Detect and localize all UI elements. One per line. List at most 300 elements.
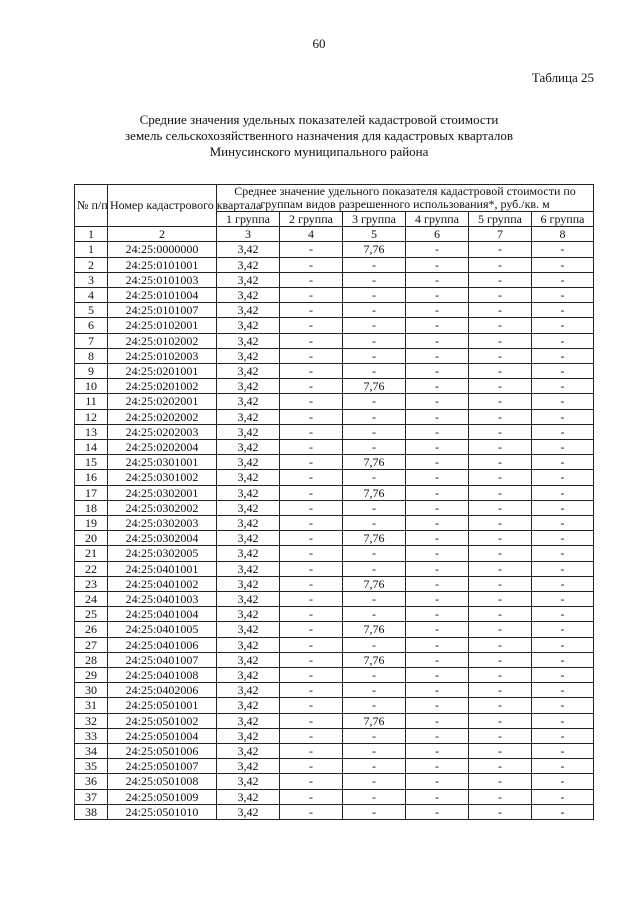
row-num: 10 [75, 379, 108, 394]
group3-value: - [343, 804, 406, 819]
row-num: 36 [75, 774, 108, 789]
row-num: 23 [75, 576, 108, 591]
table-row [75, 683, 594, 698]
group4-value: - [406, 652, 469, 667]
row-num: 3 [75, 272, 108, 287]
table-row [75, 546, 594, 561]
group4-value: - [406, 668, 469, 683]
table-row [75, 440, 594, 455]
row-num: 28 [75, 652, 108, 667]
group3-value: 7,76 [343, 455, 406, 470]
group2-value: - [280, 379, 343, 394]
group5-value: - [469, 652, 532, 667]
quarter-number: 24:25:0401003 [108, 592, 217, 607]
group5-value: - [469, 607, 532, 622]
table-row [75, 804, 594, 819]
column-number: 6 [406, 227, 469, 242]
group5-value: - [469, 257, 532, 272]
group2-value: - [280, 652, 343, 667]
quarter-number: 24:25:0501007 [108, 759, 217, 774]
group2-value: - [280, 470, 343, 485]
group4-value: - [406, 272, 469, 287]
quarter-number: 24:25:0501010 [108, 804, 217, 819]
group3-value: - [343, 759, 406, 774]
table-row [75, 759, 594, 774]
table-row [75, 470, 594, 485]
group1-value: 3,42 [217, 272, 280, 287]
table-row [75, 303, 594, 318]
group3-value: - [343, 364, 406, 379]
column-number: 2 [108, 227, 217, 242]
group2-value: - [280, 607, 343, 622]
group4-value: - [406, 728, 469, 743]
group5-value: - [469, 804, 532, 819]
group1-value: 3,42 [217, 713, 280, 728]
cadastral-value-table [74, 184, 594, 820]
table-row [75, 652, 594, 667]
group4-value: - [406, 394, 469, 409]
group2-value: - [280, 318, 343, 333]
group2-value: - [280, 257, 343, 272]
group6-value: - [532, 744, 594, 759]
header-group: 4 группа [406, 212, 469, 227]
group1-value: 3,42 [217, 637, 280, 652]
table-row [75, 424, 594, 439]
table-row [75, 607, 594, 622]
group5-value: - [469, 485, 532, 500]
group1-value: 3,42 [217, 622, 280, 637]
group5-value: - [469, 759, 532, 774]
quarter-number: 24:25:0401005 [108, 622, 217, 637]
group2-value: - [280, 637, 343, 652]
row-num: 20 [75, 531, 108, 546]
group1-value: 3,42 [217, 500, 280, 515]
quarter-number: 24:25:0101007 [108, 303, 217, 318]
group3-value: - [343, 698, 406, 713]
group5-value: - [469, 622, 532, 637]
group4-value: - [406, 759, 469, 774]
group5-value: - [469, 440, 532, 455]
header-group: 3 группа [343, 212, 406, 227]
group3-value: - [343, 500, 406, 515]
column-number: 3 [217, 227, 280, 242]
group6-value: - [532, 531, 594, 546]
row-num: 18 [75, 500, 108, 515]
quarter-number: 24:25:0102003 [108, 348, 217, 363]
quarter-number: 24:25:0501004 [108, 728, 217, 743]
table-row [75, 348, 594, 363]
group2-value: - [280, 303, 343, 318]
group6-value: - [532, 440, 594, 455]
table-heading [0, 112, 638, 160]
group1-value: 3,42 [217, 561, 280, 576]
row-num: 9 [75, 364, 108, 379]
header-num: № п/п [75, 185, 108, 227]
group2-value: - [280, 500, 343, 515]
group3-value: - [343, 516, 406, 531]
row-num: 16 [75, 470, 108, 485]
quarter-number: 24:25:0302005 [108, 546, 217, 561]
group6-value: - [532, 394, 594, 409]
row-num: 31 [75, 698, 108, 713]
group2-value: - [280, 683, 343, 698]
group6-value: - [532, 668, 594, 683]
row-num: 17 [75, 485, 108, 500]
quarter-number: 24:25:0101003 [108, 272, 217, 287]
group6-value: - [532, 759, 594, 774]
group4-value: - [406, 470, 469, 485]
group4-value: - [406, 257, 469, 272]
group1-value: 3,42 [217, 683, 280, 698]
group1-value: 3,42 [217, 789, 280, 804]
group6-value: - [532, 546, 594, 561]
group4-value: - [406, 364, 469, 379]
group1-value: 3,42 [217, 652, 280, 667]
row-num: 32 [75, 713, 108, 728]
heading-line: Минусинского муниципального района [209, 144, 429, 159]
group2-value: - [280, 789, 343, 804]
group1-value: 3,42 [217, 668, 280, 683]
group5-value: - [469, 744, 532, 759]
quarter-number: 24:25:0201002 [108, 379, 217, 394]
table-row [75, 333, 594, 348]
quarter-number: 24:25:0402006 [108, 683, 217, 698]
group3-value: - [343, 637, 406, 652]
row-num: 29 [75, 668, 108, 683]
group1-value: 3,42 [217, 409, 280, 424]
group4-value: - [406, 318, 469, 333]
group6-value: - [532, 272, 594, 287]
group5-value: - [469, 728, 532, 743]
row-num: 26 [75, 622, 108, 637]
group5-value: - [469, 698, 532, 713]
group3-value: - [343, 744, 406, 759]
group3-value: - [343, 257, 406, 272]
group2-value: - [280, 744, 343, 759]
group6-value: - [532, 576, 594, 591]
group4-value: - [406, 561, 469, 576]
group1-value: 3,42 [217, 576, 280, 591]
group6-value: - [532, 303, 594, 318]
group2-value: - [280, 592, 343, 607]
group3-value: - [343, 318, 406, 333]
table-row [75, 394, 594, 409]
table-row [75, 379, 594, 394]
group6-value: - [532, 592, 594, 607]
row-num: 11 [75, 394, 108, 409]
group5-value: - [469, 348, 532, 363]
row-num: 1 [75, 242, 108, 257]
group6-value: - [532, 516, 594, 531]
group1-value: 3,42 [217, 364, 280, 379]
group1-value: 3,42 [217, 257, 280, 272]
row-num: 33 [75, 728, 108, 743]
quarter-number: 24:25:0202003 [108, 424, 217, 439]
row-num: 21 [75, 546, 108, 561]
table-body [75, 242, 594, 820]
group6-value: - [532, 804, 594, 819]
quarter-number: 24:25:0501008 [108, 774, 217, 789]
group6-value: - [532, 379, 594, 394]
group4-value: - [406, 622, 469, 637]
group4-value: - [406, 303, 469, 318]
group6-value: - [532, 774, 594, 789]
group1-value: 3,42 [217, 348, 280, 363]
quarter-number: 24:25:0302003 [108, 516, 217, 531]
group2-value: - [280, 622, 343, 637]
row-num: 6 [75, 318, 108, 333]
row-num: 8 [75, 348, 108, 363]
table-row [75, 318, 594, 333]
group3-value: - [343, 668, 406, 683]
group3-value: - [343, 409, 406, 424]
quarter-number: 24:25:0202004 [108, 440, 217, 455]
group6-value: - [532, 424, 594, 439]
quarter-number: 24:25:0000000 [108, 242, 217, 257]
header-quarter: Номер кадастрового квартала [108, 185, 217, 227]
group4-value: - [406, 440, 469, 455]
quarter-number: 24:25:0501006 [108, 744, 217, 759]
group6-value: - [532, 470, 594, 485]
group1-value: 3,42 [217, 728, 280, 743]
group4-value: - [406, 804, 469, 819]
group6-value: - [532, 257, 594, 272]
table-row [75, 561, 594, 576]
table-row [75, 242, 594, 257]
group4-value: - [406, 242, 469, 257]
group5-value: - [469, 409, 532, 424]
group6-value: - [532, 728, 594, 743]
group2-value: - [280, 364, 343, 379]
header-group: 2 группа [280, 212, 343, 227]
group6-value: - [532, 348, 594, 363]
group2-value: - [280, 774, 343, 789]
group1-value: 3,42 [217, 531, 280, 546]
group2-value: - [280, 348, 343, 363]
group4-value: - [406, 774, 469, 789]
table-row [75, 364, 594, 379]
group1-value: 3,42 [217, 546, 280, 561]
group1-value: 3,42 [217, 759, 280, 774]
row-num: 25 [75, 607, 108, 622]
group1-value: 3,42 [217, 744, 280, 759]
group5-value: - [469, 364, 532, 379]
row-num: 7 [75, 333, 108, 348]
group4-value: - [406, 531, 469, 546]
heading-line: земель сельскохозяйственного назначения для кадастровых кварталов [125, 128, 513, 143]
group2-value: - [280, 394, 343, 409]
group4-value: - [406, 348, 469, 363]
column-number: 5 [343, 227, 406, 242]
group6-value: - [532, 318, 594, 333]
group6-value: - [532, 455, 594, 470]
group4-value: - [406, 576, 469, 591]
group2-value: - [280, 546, 343, 561]
group6-value: - [532, 333, 594, 348]
group4-value: - [406, 409, 469, 424]
group1-value: 3,42 [217, 607, 280, 622]
group2-value: - [280, 287, 343, 302]
table-row [75, 500, 594, 515]
group2-value: - [280, 713, 343, 728]
group3-value: 7,76 [343, 379, 406, 394]
group6-value: - [532, 698, 594, 713]
group4-value: - [406, 789, 469, 804]
quarter-number: 24:25:0401002 [108, 576, 217, 591]
group4-value: - [406, 485, 469, 500]
group6-value: - [532, 409, 594, 424]
table-row [75, 257, 594, 272]
group3-value: - [343, 607, 406, 622]
group3-value: - [343, 683, 406, 698]
quarter-number: 24:25:0401007 [108, 652, 217, 667]
group3-value: - [343, 333, 406, 348]
group6-value: - [532, 637, 594, 652]
group4-value: - [406, 592, 469, 607]
table-row [75, 531, 594, 546]
row-num: 30 [75, 683, 108, 698]
group5-value: - [469, 394, 532, 409]
group3-value: - [343, 394, 406, 409]
group4-value: - [406, 500, 469, 515]
quarter-number: 24:25:0401001 [108, 561, 217, 576]
table-row [75, 668, 594, 683]
group1-value: 3,42 [217, 440, 280, 455]
group1-value: 3,42 [217, 804, 280, 819]
group6-value: - [532, 713, 594, 728]
group2-value: - [280, 561, 343, 576]
table-row [75, 272, 594, 287]
row-num: 4 [75, 287, 108, 302]
quarter-number: 24:25:0401006 [108, 637, 217, 652]
group4-value: - [406, 683, 469, 698]
group3-value: - [343, 440, 406, 455]
group1-value: 3,42 [217, 424, 280, 439]
group1-value: 3,42 [217, 774, 280, 789]
group5-value: - [469, 379, 532, 394]
group3-value: 7,76 [343, 531, 406, 546]
group4-value: - [406, 607, 469, 622]
quarter-number: 24:25:0301001 [108, 455, 217, 470]
group5-value: - [469, 424, 532, 439]
group6-value: - [532, 607, 594, 622]
group3-value: - [343, 728, 406, 743]
group1-value: 3,42 [217, 242, 280, 257]
quarter-number: 24:25:0401008 [108, 668, 217, 683]
group2-value: - [280, 516, 343, 531]
table-label: Таблица 25 [531, 70, 594, 85]
group3-value: - [343, 789, 406, 804]
group1-value: 3,42 [217, 592, 280, 607]
quarter-number: 24:25:0302004 [108, 531, 217, 546]
quarter-number: 24:25:0102002 [108, 333, 217, 348]
table-row [75, 637, 594, 652]
quarter-number: 24:25:0401004 [108, 607, 217, 622]
group2-value: - [280, 242, 343, 257]
group2-value: - [280, 531, 343, 546]
column-number: 4 [280, 227, 343, 242]
row-num: 27 [75, 637, 108, 652]
group6-value: - [532, 364, 594, 379]
group2-value: - [280, 728, 343, 743]
header-group: 6 группа [532, 212, 594, 227]
row-num: 24 [75, 592, 108, 607]
table-row [75, 592, 594, 607]
group1-value: 3,42 [217, 287, 280, 302]
group6-value: - [532, 287, 594, 302]
row-num: 34 [75, 744, 108, 759]
group5-value: - [469, 303, 532, 318]
row-num: 35 [75, 759, 108, 774]
quarter-number: 24:25:0501002 [108, 713, 217, 728]
group2-value: - [280, 576, 343, 591]
quarter-number: 24:25:0101004 [108, 287, 217, 302]
row-num: 37 [75, 789, 108, 804]
group5-value: - [469, 318, 532, 333]
group1-value: 3,42 [217, 455, 280, 470]
group6-value: - [532, 500, 594, 515]
group2-value: - [280, 424, 343, 439]
page-number: 60 [312, 36, 326, 51]
group4-value: - [406, 546, 469, 561]
group5-value: - [469, 789, 532, 804]
group2-value: - [280, 668, 343, 683]
table-row [75, 485, 594, 500]
group4-value: - [406, 455, 469, 470]
group6-value: - [532, 622, 594, 637]
group2-value: - [280, 440, 343, 455]
group5-value: - [469, 592, 532, 607]
row-num: 15 [75, 455, 108, 470]
group4-value: - [406, 424, 469, 439]
group3-value: - [343, 774, 406, 789]
group1-value: 3,42 [217, 333, 280, 348]
table-row [75, 622, 594, 637]
group5-value: - [469, 272, 532, 287]
group2-value: - [280, 485, 343, 500]
group5-value: - [469, 668, 532, 683]
table-row [75, 774, 594, 789]
heading-line: Средние значения удельных показателей кадастровой стоимости [139, 112, 499, 127]
quarter-number: 24:25:0302001 [108, 485, 217, 500]
group5-value: - [469, 637, 532, 652]
group3-value: - [343, 592, 406, 607]
group5-value: - [469, 713, 532, 728]
quarter-number: 24:25:0501001 [108, 698, 217, 713]
quarter-number: 24:25:0202002 [108, 409, 217, 424]
group3-value: - [343, 561, 406, 576]
group3-value: - [343, 424, 406, 439]
column-number: 7 [469, 227, 532, 242]
header-group: 5 группа [469, 212, 532, 227]
table-row [75, 576, 594, 591]
group2-value: - [280, 333, 343, 348]
table-row [75, 789, 594, 804]
quarter-number: 24:25:0302002 [108, 500, 217, 515]
row-num: 12 [75, 409, 108, 424]
group1-value: 3,42 [217, 470, 280, 485]
group6-value: - [532, 561, 594, 576]
group5-value: - [469, 531, 532, 546]
group6-value: - [532, 652, 594, 667]
group2-value: - [280, 409, 343, 424]
group1-value: 3,42 [217, 303, 280, 318]
group6-value: - [532, 485, 594, 500]
group6-value: - [532, 242, 594, 257]
group5-value: - [469, 242, 532, 257]
group1-value: 3,42 [217, 698, 280, 713]
group1-value: 3,42 [217, 394, 280, 409]
